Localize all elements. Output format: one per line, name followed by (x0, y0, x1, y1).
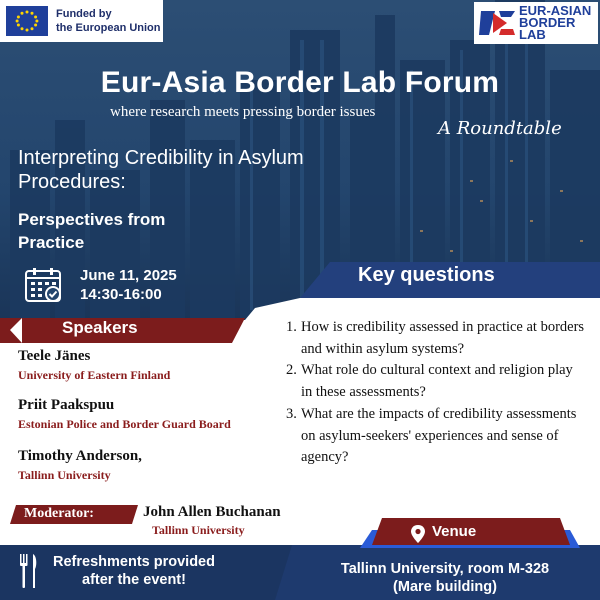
refreshments-line-2: after the event! (82, 572, 186, 588)
question-text: How is credibility assessed in practice at borders and within asylum systems? (301, 319, 585, 357)
lab-line-3: LAB (519, 27, 546, 42)
venue-line-1: Tallinn University, room M-328 (340, 561, 550, 577)
question-text: What are the impacts of credibility assessments on asylum-seekers' experiences and sense of agency? (301, 405, 577, 466)
event-subtitle: where research meets pressing border issues (110, 104, 376, 120)
question-number: 1. (286, 319, 297, 335)
venue-details (300, 560, 590, 596)
venue-title: Venue (432, 523, 477, 540)
topic-line-2: Procedures: (18, 171, 126, 193)
speaker-affiliation: Tallinn University (18, 468, 111, 482)
question-number: 2. (286, 362, 297, 379)
eu-line-1: Funded by (56, 8, 112, 20)
cutlery-icon (18, 552, 40, 590)
topic-line-1: Interpreting Credibility in Asylum (18, 147, 304, 169)
moderator-affiliation: Tallinn University (152, 523, 245, 537)
refreshments-line-1: Refreshments provided (53, 554, 215, 570)
topic-sub-line-2: Practice (18, 233, 85, 252)
moderator-label: Moderator: (24, 506, 94, 521)
speaker-name: Timothy Anderson, (18, 448, 142, 464)
question-number: 3. (286, 405, 297, 422)
speaker-affiliation: University of Eastern Finland (18, 368, 171, 382)
key-questions-title: Key questions (358, 264, 495, 286)
speaker-name: Teele Jänes (18, 348, 91, 364)
venue-line-2: (Mare building) (393, 579, 497, 595)
refreshments-note (46, 553, 222, 589)
lab-line-2: BORDER (519, 15, 576, 30)
question-text: What role do cultural context and religion play in these assessments? (301, 362, 573, 401)
event-title: Eur-Asia Border Lab Forum (100, 66, 500, 99)
topic-sub-line-1: Perspectives from (18, 210, 166, 229)
speaker-name: Priit Paakspuu (18, 397, 115, 413)
eu-line-2: the European Union (56, 22, 161, 34)
lab-line-1: EUR-ASIAN (519, 3, 592, 18)
speakers-title: Speakers (62, 318, 138, 337)
event-time: 14:30-16:00 (80, 286, 162, 303)
speaker-affiliation: Estonian Police and Border Guard Board (18, 417, 231, 431)
event-date: June 11, 2025 (80, 267, 177, 284)
location-pin-icon (410, 524, 426, 544)
event-format: A Roundtable (438, 118, 562, 139)
moderator-name: John Allen Buchanan (143, 504, 281, 520)
